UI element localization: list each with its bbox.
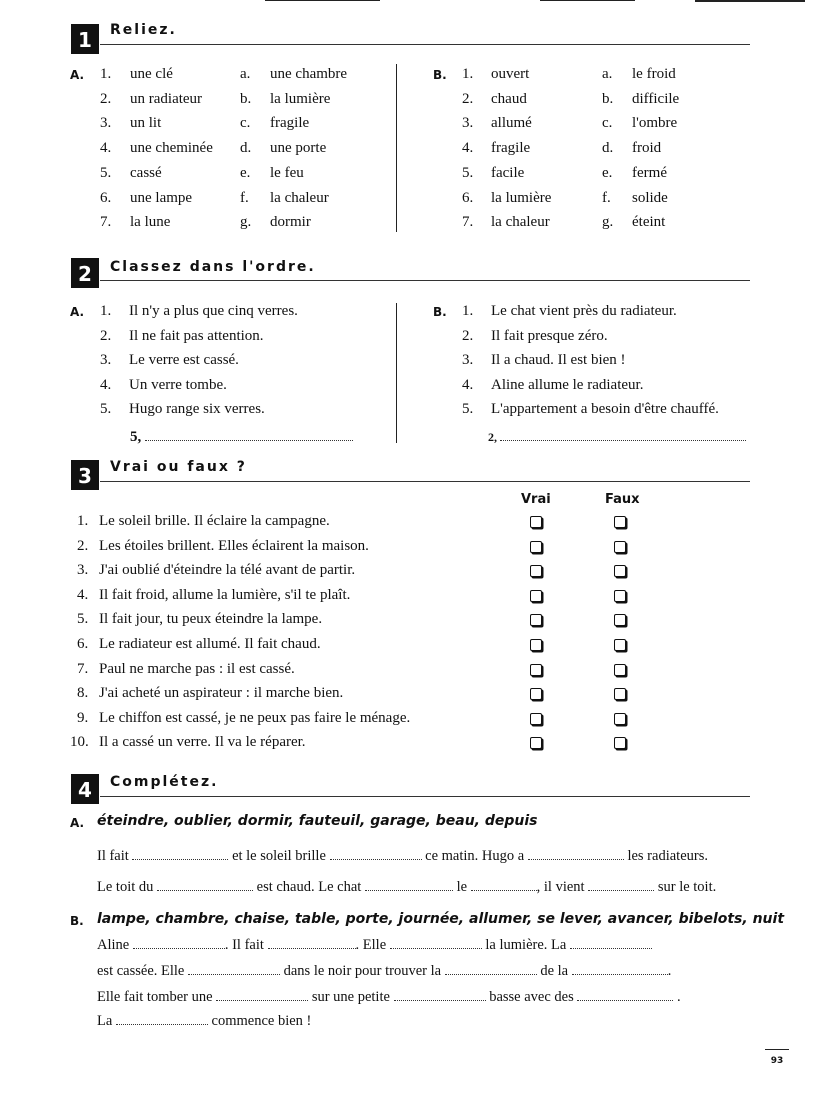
- item-number: 10.: [70, 734, 89, 750]
- item-letter: c.: [240, 115, 251, 131]
- item-number: 2.: [462, 328, 474, 344]
- item-number: 3.: [100, 115, 112, 131]
- fill-blank[interactable]: [588, 878, 654, 891]
- item-number: 4.: [462, 377, 474, 393]
- checkbox-vrai[interactable]: [530, 713, 542, 725]
- fill-blank[interactable]: [330, 847, 422, 860]
- item-letter: f.: [602, 190, 611, 206]
- match-item-left[interactable]: une clé: [130, 66, 173, 82]
- match-item-left[interactable]: une lampe: [130, 190, 193, 206]
- statement: Il fait jour, tu peux éteindre la lampe.: [99, 611, 323, 627]
- item-number: 5.: [462, 401, 474, 417]
- item-number: 4.: [77, 587, 89, 603]
- part-label: A.: [70, 305, 85, 319]
- checkbox-vrai[interactable]: [530, 590, 542, 602]
- fill-line: [97, 936, 652, 954]
- column-header-false: Faux: [605, 492, 640, 507]
- sentence: Un verre tombe.: [129, 377, 227, 393]
- fill-blank[interactable]: [528, 847, 624, 860]
- exercise-title: Vrai ou faux ?: [110, 459, 247, 475]
- checkbox-vrai[interactable]: [530, 664, 542, 676]
- item-letter: b.: [240, 91, 252, 107]
- match-item-right[interactable]: froid: [632, 140, 662, 156]
- column-header-true: Vrai: [521, 492, 551, 507]
- fill-blank[interactable]: [157, 878, 253, 891]
- checkbox-vrai[interactable]: [530, 516, 542, 528]
- item-letter: a.: [240, 66, 251, 82]
- item-letter: g.: [602, 214, 614, 230]
- statement: J'ai acheté un aspirateur : il marche bien.: [99, 685, 344, 701]
- statement: Paul ne marche pas : il est cassé.: [99, 661, 295, 677]
- match-item-left[interactable]: la lumière: [491, 190, 552, 206]
- sentence: Aline allume le radiateur.: [491, 377, 644, 393]
- item-number: 2.: [100, 328, 112, 344]
- match-item-right[interactable]: une porte: [270, 140, 327, 156]
- statement: Il fait froid, allume la lumière, s'il te plaît.: [99, 587, 351, 603]
- item-number: 1.: [462, 303, 474, 319]
- checkbox-vrai[interactable]: [530, 737, 542, 749]
- text-segment: et le soleil brille: [232, 848, 326, 864]
- fill-blank[interactable]: [577, 988, 673, 1001]
- fill-line: [97, 1012, 311, 1030]
- part-label: A.: [70, 816, 85, 830]
- exercise-number-badge: 3: [71, 460, 99, 490]
- item-number: 7.: [77, 661, 89, 677]
- sentence: Il ne fait pas attention.: [129, 328, 264, 344]
- match-item-left[interactable]: chaud: [491, 91, 527, 107]
- answer-start: 2,: [488, 430, 497, 444]
- item-number: 2.: [77, 538, 89, 554]
- item-number: 3.: [462, 352, 474, 368]
- item-number: 8.: [77, 685, 89, 701]
- top-edge-rule: [540, 0, 635, 1]
- text-segment: .: [676, 989, 681, 1005]
- statement: Les étoiles brillent. Elles éclairent la maison.: [99, 538, 369, 554]
- sentence: Le verre est cassé.: [129, 352, 239, 368]
- text-segment: , il vient: [536, 879, 585, 895]
- part-label: A.: [70, 68, 85, 82]
- text-segment: ce matin. Hugo a: [425, 848, 525, 864]
- statement: J'ai oublié d'éteindre la télé avant de partir.: [99, 562, 356, 578]
- checkbox-vrai[interactable]: [530, 639, 542, 651]
- answer-line-b[interactable]: [488, 428, 746, 445]
- fill-line: [97, 988, 681, 1006]
- item-number: 1.: [100, 303, 112, 319]
- item-number: 2.: [100, 91, 112, 107]
- fill-line: [97, 878, 716, 896]
- item-letter: d.: [240, 140, 252, 156]
- statement: Le radiateur est allumé. Il fait chaud.: [99, 636, 321, 652]
- item-letter: f.: [240, 190, 249, 206]
- section-rule: [100, 44, 750, 45]
- match-item-left[interactable]: ouvert: [491, 66, 530, 82]
- exercise-title: Complétez.: [110, 774, 219, 790]
- text-segment: est cassée. Elle: [97, 963, 185, 979]
- item-number: 5.: [77, 611, 89, 627]
- fill-blank[interactable]: [365, 878, 453, 891]
- text-segment: Aline: [97, 937, 130, 953]
- text-segment: Elle fait tomber une: [97, 989, 213, 1005]
- column-divider: [396, 303, 397, 443]
- match-item-left[interactable]: un lit: [130, 115, 162, 131]
- match-item-left[interactable]: facile: [491, 165, 525, 181]
- match-item-right[interactable]: le feu: [270, 165, 304, 181]
- text-segment: de la: [540, 963, 569, 979]
- checkbox-faux[interactable]: [614, 639, 626, 651]
- checkbox-vrai[interactable]: [530, 565, 542, 577]
- section-rule: [100, 280, 750, 281]
- checkbox-faux[interactable]: [614, 590, 626, 602]
- text-segment: La: [97, 1013, 113, 1029]
- item-letter: d.: [602, 140, 614, 156]
- sentence: Il n'y a plus que cinq verres.: [129, 303, 298, 319]
- fill-blank[interactable]: [570, 936, 652, 949]
- text-segment: sur une petite: [311, 989, 390, 1005]
- checkbox-faux[interactable]: [614, 541, 626, 553]
- match-item-right[interactable]: solide: [632, 190, 668, 206]
- item-number: 1.: [100, 66, 112, 82]
- checkbox-faux[interactable]: [614, 713, 626, 725]
- fill-blank[interactable]: [116, 1012, 208, 1025]
- sentence: Il a chaud. Il est bien !: [491, 352, 626, 368]
- item-letter: e.: [240, 165, 251, 181]
- fill-blank[interactable]: [188, 962, 280, 975]
- item-number: 3.: [100, 352, 112, 368]
- checkbox-faux[interactable]: [614, 664, 626, 676]
- item-number: 1.: [77, 513, 89, 529]
- item-letter: e.: [602, 165, 613, 181]
- item-number: 6.: [77, 636, 89, 652]
- item-number: 4.: [462, 140, 474, 156]
- checkbox-vrai[interactable]: [530, 614, 542, 626]
- checkbox-faux[interactable]: [614, 614, 626, 626]
- item-letter: g.: [240, 214, 252, 230]
- part-label: B.: [70, 914, 84, 928]
- top-edge-rule: [695, 0, 805, 2]
- item-number: 3.: [462, 115, 474, 131]
- exercise-number-badge: 4: [71, 774, 99, 804]
- text-segment: commence bien !: [211, 1013, 312, 1029]
- match-item-right[interactable]: une chambre: [270, 66, 348, 82]
- match-item-left[interactable]: une cheminée: [130, 140, 213, 156]
- section-rule: [100, 796, 750, 797]
- match-item-right[interactable]: la lumière: [270, 91, 331, 107]
- item-number: 5.: [462, 165, 474, 181]
- text-segment: dans le noir pour trouver la: [283, 963, 442, 979]
- match-item-right[interactable]: dormir: [270, 214, 311, 230]
- match-item-left[interactable]: allumé: [491, 115, 532, 131]
- exercise-number-badge: 2: [71, 258, 99, 288]
- item-number: 6.: [100, 190, 112, 206]
- text-segment: .: [667, 963, 672, 979]
- checkbox-faux[interactable]: [614, 737, 626, 749]
- item-letter: c.: [602, 115, 613, 131]
- text-segment: est chaud. Le chat: [256, 879, 362, 895]
- column-divider: [396, 64, 397, 232]
- statement: Le soleil brille. Il éclaire la campagne.: [99, 513, 330, 529]
- item-number: 6.: [462, 190, 474, 206]
- match-item-left[interactable]: cassé: [130, 165, 162, 181]
- answer-start: 5,: [130, 429, 142, 445]
- fill-blank[interactable]: [394, 988, 486, 1001]
- word-bank: éteindre, oublier, dormir, fauteuil, garage, beau, depuis: [97, 813, 538, 829]
- match-item-right[interactable]: fermé: [632, 165, 667, 181]
- fill-blank[interactable]: [471, 878, 537, 891]
- item-number: 4.: [100, 140, 112, 156]
- item-number: 1.: [462, 66, 474, 82]
- text-segment: . Il fait: [224, 937, 264, 953]
- fill-blank[interactable]: [572, 962, 668, 975]
- top-edge-rule: [265, 0, 380, 1]
- fill-blank[interactable]: [390, 936, 482, 949]
- sentence: L'appartement a besoin d'être chauffé.: [491, 401, 719, 417]
- match-item-right[interactable]: la chaleur: [270, 190, 329, 206]
- checkbox-faux[interactable]: [614, 688, 626, 700]
- item-number: 7.: [100, 214, 112, 230]
- sentence: Hugo range six verres.: [129, 401, 265, 417]
- match-item-right[interactable]: difficile: [632, 91, 680, 107]
- page-number: 93: [765, 1049, 789, 1072]
- match-item-left[interactable]: un radiateur: [130, 91, 203, 107]
- item-letter: a.: [602, 66, 613, 82]
- item-number: 3.: [77, 562, 89, 578]
- text-segment: Il fait: [97, 848, 129, 864]
- fill-line: [97, 962, 671, 980]
- fill-blank[interactable]: [132, 847, 228, 860]
- fill-blank[interactable]: [133, 936, 225, 949]
- section-rule: [100, 481, 750, 482]
- match-item-right[interactable]: fragile: [270, 115, 310, 131]
- item-letter: b.: [602, 91, 614, 107]
- checkbox-faux[interactable]: [614, 565, 626, 577]
- match-item-left[interactable]: la lune: [130, 214, 171, 230]
- statement: Le chiffon est cassé, je ne peux pas faire le ménage.: [99, 710, 411, 726]
- text-segment: Le toit du: [97, 879, 154, 895]
- fill-blank[interactable]: [268, 936, 356, 949]
- exercise-title: Classez dans l'ordre.: [110, 259, 316, 275]
- text-segment: basse avec des: [489, 989, 574, 1005]
- match-item-right[interactable]: l'ombre: [632, 115, 678, 131]
- statement: Il a cassé un verre. Il va le réparer.: [99, 734, 306, 750]
- sentence: Le chat vient près du radiateur.: [491, 303, 677, 319]
- item-number: 2.: [462, 91, 474, 107]
- exercise-title: Reliez.: [110, 22, 177, 38]
- item-number: 7.: [462, 214, 474, 230]
- exercise-number-badge: 1: [71, 24, 99, 54]
- fill-blank[interactable]: [445, 962, 537, 975]
- checkbox-vrai[interactable]: [530, 541, 542, 553]
- fill-blank[interactable]: [216, 988, 308, 1001]
- fill-line: [97, 847, 708, 865]
- match-item-right[interactable]: le froid: [632, 66, 676, 82]
- item-number: 4.: [100, 377, 112, 393]
- text-segment: les radiateurs.: [627, 848, 708, 864]
- text-segment: . Elle: [355, 937, 387, 953]
- match-item-left[interactable]: fragile: [491, 140, 531, 156]
- answer-blank[interactable]: [145, 428, 353, 441]
- checkbox-faux[interactable]: [614, 516, 626, 528]
- answer-blank[interactable]: [500, 428, 746, 441]
- sentence: Il fait presque zéro.: [491, 328, 608, 344]
- item-number: 9.: [77, 710, 89, 726]
- text-segment: la lumière. La: [485, 937, 567, 953]
- item-number: 5.: [100, 165, 112, 181]
- word-bank: lampe, chambre, chaise, table, porte, journée, allumer, se lever, avancer, bibelots, nuit: [97, 911, 785, 927]
- part-label: B.: [433, 305, 447, 319]
- part-label: B.: [433, 68, 447, 82]
- answer-line-a[interactable]: [130, 428, 353, 446]
- match-item-right[interactable]: éteint: [632, 214, 666, 230]
- text-segment: sur le toit.: [657, 879, 717, 895]
- checkbox-vrai[interactable]: [530, 688, 542, 700]
- match-item-left[interactable]: la chaleur: [491, 214, 550, 230]
- text-segment: le: [456, 879, 468, 895]
- item-number: 5.: [100, 401, 112, 417]
